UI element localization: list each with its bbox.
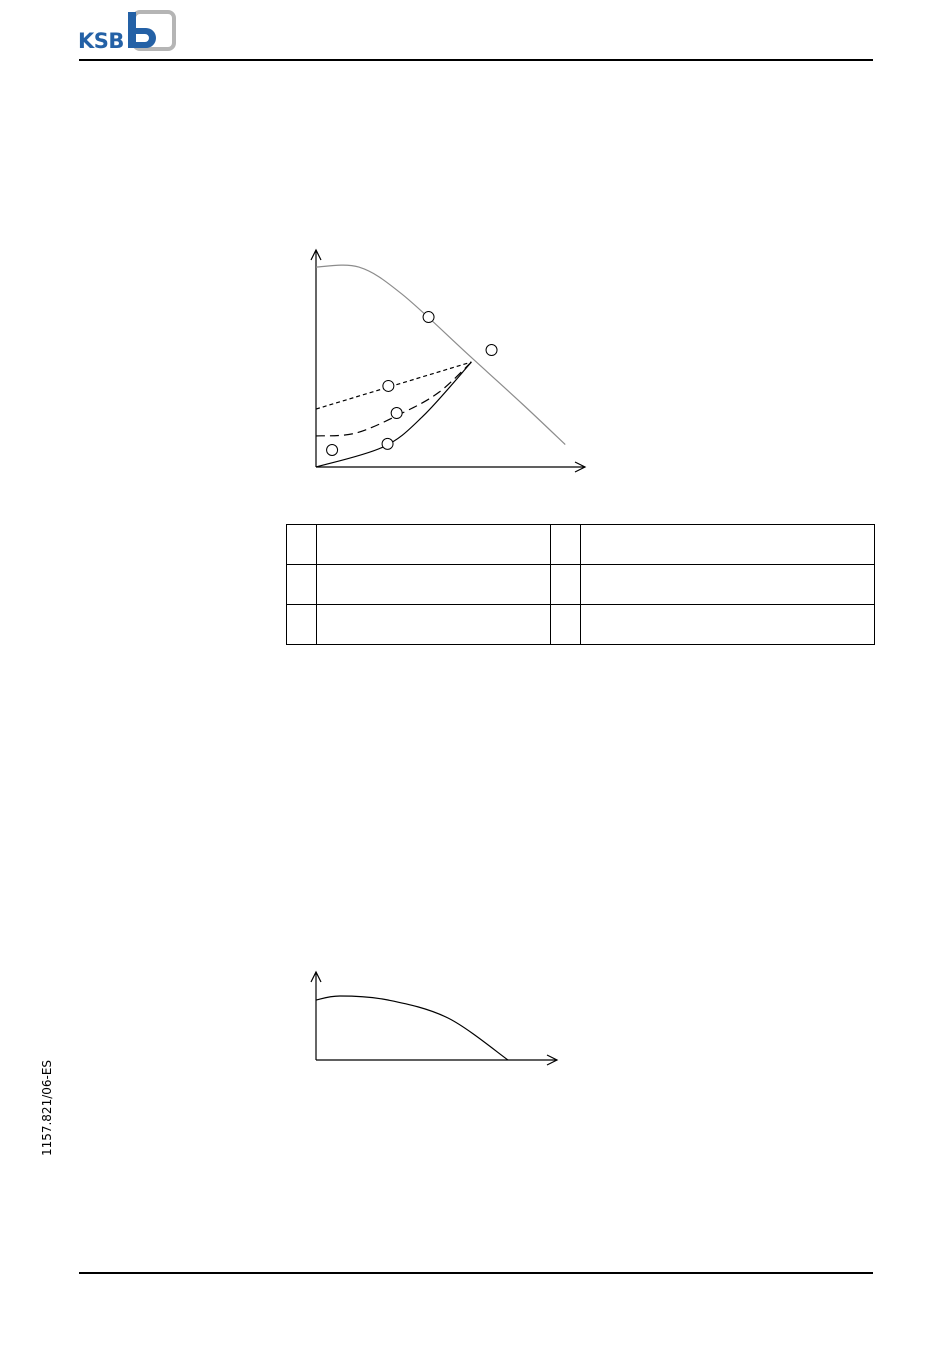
legend-text-cell [581,605,875,645]
legend-key-cell [287,525,317,565]
series-line-1 [316,265,565,444]
legend-table [286,524,875,645]
header-rule [79,59,873,61]
legend-key-cell [551,525,581,565]
legend-key-cell [551,565,581,605]
legend-text-cell [581,565,875,605]
footer-rule [79,1272,873,1274]
series-line-3 [316,362,471,436]
callout-marker [391,408,402,419]
callout-marker [327,444,338,455]
pump-curve-chart [300,968,565,1070]
performance-curve-chart [300,245,600,480]
logo-mark-icon [124,10,178,52]
callout-marker [486,345,497,356]
ksb-logo [78,10,178,52]
callout-marker [423,312,434,323]
legend-row [287,525,875,565]
legend-row [287,605,875,645]
legend-text-cell [581,525,875,565]
legend-text-cell [317,565,551,605]
legend-key-cell [287,565,317,605]
legend-key-cell [287,605,317,645]
logo-mark-b [128,12,156,48]
legend-key-cell [551,605,581,645]
series-line-1 [316,996,508,1060]
legend-text-cell [317,605,551,645]
legend-text-cell [317,525,551,565]
logo-text: KSB [78,29,124,53]
callout-marker [383,380,394,391]
legend-row [287,565,875,605]
document-number: 1157.821/06-ES [40,1059,54,1157]
callout-marker [382,438,393,449]
